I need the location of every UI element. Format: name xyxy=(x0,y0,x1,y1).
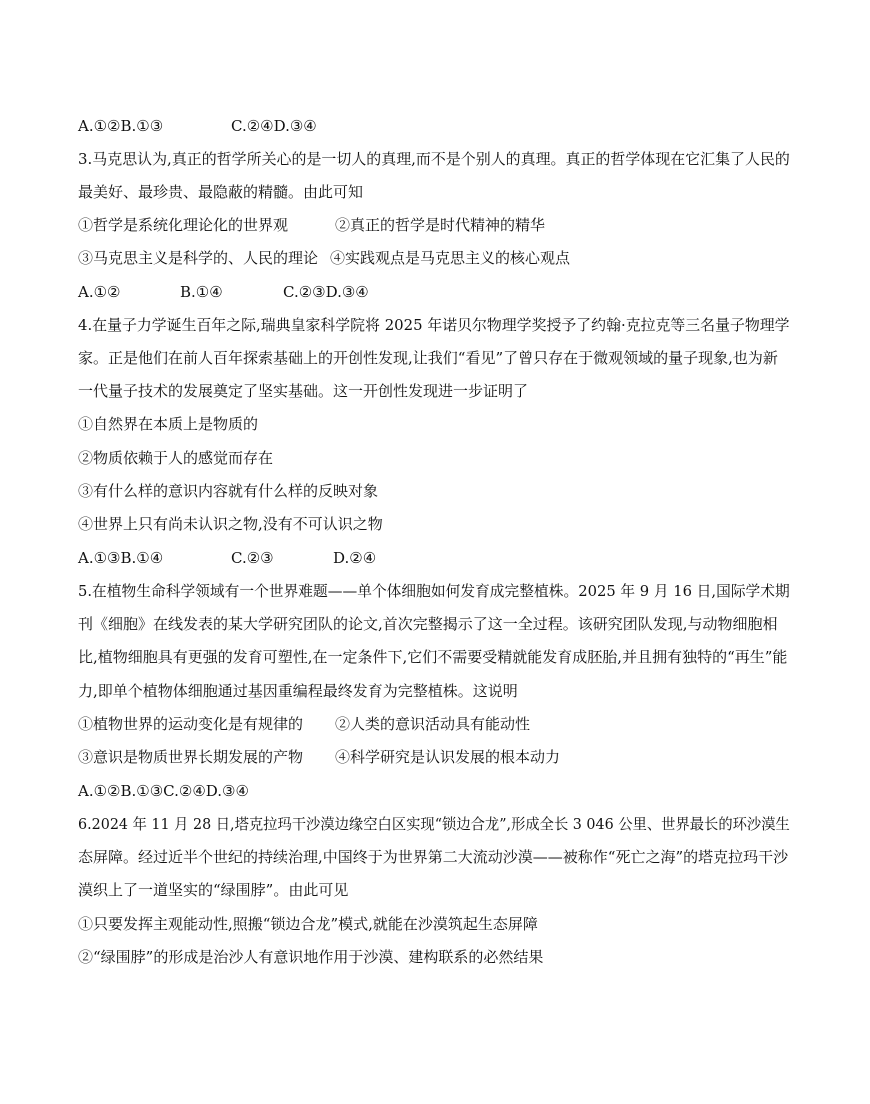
q4-item-4: ④世界上只有尚未认识之物,没有不可认识之物 xyxy=(78,515,383,533)
q5-item-2: ②人类的意识活动具有能动性 xyxy=(335,715,531,733)
q3-stem-line-1: 3.马克思认为,真正的哲学所关心的是一切人的真理,而不是个别人的真理。真正的哲学体现在它汇集了人民的 xyxy=(78,150,790,168)
q2-options-ab: A.①②B.①③ xyxy=(78,117,164,135)
q5-stem-line-4: 力,即单个植物体细胞通过基因重编程最终发育为完整植株。这说明 xyxy=(78,682,518,700)
q6-stem-line-2: 态屏障。经过近半个世纪的持续治理,中国终于为世界第二大流动沙漠——被称作“死亡之海”的塔克拉玛干沙 xyxy=(78,848,789,866)
q5-stem-line-1: 5.在植物生命科学领域有一个世界难题——单个体细胞如何发育成完整植株。2025 年 9 月 16 日,国际学术期 xyxy=(78,582,790,600)
q6-item-1: ①只要发挥主观能动性,照搬“锁边合龙”模式,就能在沙漠筑起生态屏障 xyxy=(78,915,538,933)
q6-item-2: ②“绿围脖”的形成是治沙人有意识地作用于沙漠、建构联系的必然结果 xyxy=(78,948,544,966)
q4-option-c: C.②③ xyxy=(231,549,274,567)
q3-stem-line-2: 最美好、最珍贵、最隐蔽的精髓。由此可知 xyxy=(78,183,364,201)
q3-item-3: ③马克思主义是科学的、人民的理论 xyxy=(78,249,319,267)
q5-item-3: ③意识是物质世界长期发展的产物 xyxy=(78,748,304,766)
q3-item-4: ④实践观点是马克思主义的核心观点 xyxy=(330,249,571,267)
q3-option-a: A.①② xyxy=(78,283,121,301)
q4-option-d: D.②④ xyxy=(333,549,377,567)
q4-stem-line-3: 一代量子技术的发展奠定了坚实基础。这一开创性发现进一步证明了 xyxy=(78,382,529,400)
q6-stem-line-3: 漠织上了一道坚实的“绿围脖”。由此可见 xyxy=(78,881,349,899)
q5-stem-line-3: 比,植物细胞具有更强的发育可塑性,在一定条件下,它们不需要受精就能发育成胚胎,并且拥有独特的“再生”能 xyxy=(78,648,788,666)
q4-stem-line-1: 4.在量子力学诞生百年之际,瑞典皇家科学院将 2025 年诺贝尔物理学奖授予了约翰·克拉克等三名量子物理学 xyxy=(78,316,790,334)
q3-item-2: ②真正的哲学是时代精神的精华 xyxy=(335,216,546,234)
q6-stem-line-1: 6.2024 年 11 月 28 日,塔克拉玛干沙漠边缘空白区实现“锁边合龙”,形成全长 3 046 公里、世界最长的环沙漠生 xyxy=(78,815,790,833)
q4-stem-line-2: 家。正是他们在前人百年探索基础上的开创性发现,让我们“看见”了曾只存在于微观领域的量子现象,也为新 xyxy=(78,349,778,367)
q4-options-ab: A.①③B.①④ xyxy=(78,549,164,567)
q5-stem-line-2: 刊《细胞》在线发表的某大学研究团队的论文,首次完整揭示了这一全过程。该研究团队发现,与动物细胞相 xyxy=(78,615,778,633)
q4-item-2: ②物质依赖于人的感觉而存在 xyxy=(78,449,274,467)
q3-item-1: ①哲学是系统化理论化的世界观 xyxy=(78,216,289,234)
q5-item-4: ④科学研究是认识发展的根本动力 xyxy=(335,748,561,766)
q2-options-cd: C.②④D.③④ xyxy=(231,117,317,135)
q4-item-1: ①自然界在本质上是物质的 xyxy=(78,415,259,433)
q3-option-b: B.①④ xyxy=(180,283,223,301)
q4-item-3: ③有什么样的意识内容就有什么样的反映对象 xyxy=(78,482,379,500)
q5-options: A.①②B.①③C.②④D.③④ xyxy=(78,782,249,800)
q5-item-1: ①植物世界的运动变化是有规律的 xyxy=(78,715,304,733)
q3-options-cd: C.②③D.③④ xyxy=(283,283,369,301)
